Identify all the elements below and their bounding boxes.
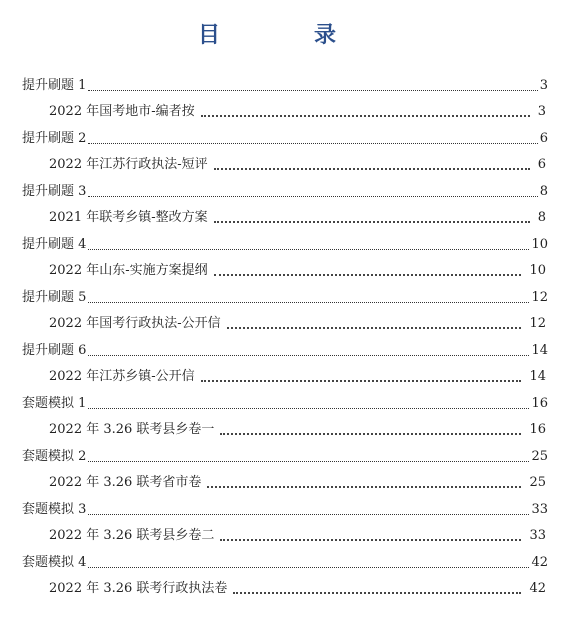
toc-entry-label: 提升刷题 4 — [22, 237, 87, 252]
toc-entry-subsection[interactable] — [49, 104, 546, 120]
dot-leader — [88, 248, 529, 250]
toc-entry-subsection[interactable] — [49, 369, 546, 385]
toc-page-number: 33 — [529, 528, 546, 543]
toc-entry-section[interactable] — [22, 237, 548, 253]
toc-entry-subsection[interactable] — [49, 157, 546, 173]
page-title: 目 录 — [197, 23, 372, 48]
toc-entry-label: 2022 年国考行政执法-公开信 — [49, 316, 221, 331]
toc-entry-label: 套题模拟 4 — [22, 555, 87, 570]
toc-page-number: 12 — [531, 290, 548, 305]
toc-entry-section[interactable] — [22, 343, 548, 359]
dot-leader — [214, 273, 522, 276]
toc-page-number: 16 — [531, 396, 548, 411]
dot-leader — [88, 142, 537, 144]
toc-entry-subsection[interactable] — [49, 475, 546, 491]
toc-page-number: 14 — [529, 369, 546, 384]
toc-entry-label: 提升刷题 5 — [22, 290, 87, 305]
toc-entry-label: 2022 年国考地市-编者按 — [49, 104, 195, 119]
toc-entry-subsection[interactable] — [49, 581, 546, 597]
dot-leader — [88, 195, 537, 197]
toc-entry-subsection[interactable] — [49, 422, 546, 438]
toc-page-number: 25 — [529, 475, 546, 490]
dot-leader — [233, 591, 521, 594]
toc-entry-subsection[interactable] — [49, 528, 546, 544]
toc-entry-label: 提升刷题 3 — [22, 184, 87, 199]
toc-entry-label: 2022 年江苏乡镇-公开信 — [49, 369, 195, 384]
toc-page-number: 3 — [537, 104, 546, 119]
dot-leader — [88, 460, 529, 462]
toc-entry-label: 2022 年 3.26 联考县乡卷一 — [49, 422, 215, 437]
toc-entry-section[interactable] — [22, 502, 548, 518]
toc-entry-label: 提升刷题 2 — [22, 131, 87, 146]
toc-entry-section[interactable] — [22, 555, 548, 571]
dot-leader — [88, 89, 537, 91]
toc-page-number: 8 — [537, 210, 546, 225]
toc-page-number: 6 — [537, 157, 546, 172]
toc-entry-label: 2022 年江苏行政执法-短评 — [49, 157, 208, 172]
toc-entry-label: 2022 年 3.26 联考行政执法卷 — [49, 581, 228, 596]
dot-leader — [227, 326, 522, 329]
toc-page-number: 10 — [531, 237, 548, 252]
toc-entry-label: 提升刷题 1 — [22, 78, 87, 93]
dot-leader — [88, 301, 529, 303]
dot-leader — [220, 538, 521, 541]
toc-entry-label: 套题模拟 1 — [22, 396, 87, 411]
toc-entry-label: 提升刷题 6 — [22, 343, 87, 358]
toc-page-number: 33 — [531, 502, 548, 517]
toc-entry-section[interactable] — [22, 396, 548, 412]
toc-entry-label: 2021 年联考乡镇-整改方案 — [49, 210, 208, 225]
toc-entry-section[interactable] — [22, 184, 548, 200]
toc-entry-label: 套题模拟 3 — [22, 502, 87, 517]
toc-page-number: 42 — [531, 555, 548, 570]
dot-leader — [88, 407, 529, 409]
toc-page-number: 12 — [529, 316, 546, 331]
toc-page-number: 10 — [529, 263, 546, 278]
toc-page-number: 8 — [539, 184, 548, 199]
toc-entry-subsection[interactable] — [49, 263, 546, 279]
toc-page-number: 16 — [529, 422, 546, 437]
dot-leader — [214, 167, 530, 170]
toc-entry-label: 2022 年 3.26 联考县乡卷二 — [49, 528, 215, 543]
toc-page-number: 42 — [529, 581, 546, 596]
dot-leader — [220, 432, 521, 435]
toc-entry-section[interactable] — [22, 449, 548, 465]
toc-entry-label: 2022 年 3.26 联考省市卷 — [49, 475, 202, 490]
toc-page-number: 14 — [531, 343, 548, 358]
dot-leader — [207, 485, 521, 488]
dot-leader — [88, 354, 529, 356]
dot-leader — [201, 379, 522, 382]
toc-entry-section[interactable] — [22, 131, 548, 147]
toc-page-number: 25 — [531, 449, 548, 464]
toc-page-number: 6 — [539, 131, 548, 146]
dot-leader — [201, 114, 530, 117]
toc-entry-subsection[interactable] — [49, 316, 546, 332]
toc-entry-subsection[interactable] — [49, 210, 546, 226]
toc-entry-label: 2022 年山东-实施方案提纲 — [49, 263, 208, 278]
toc-entry-section[interactable] — [22, 78, 548, 94]
dot-leader — [88, 513, 529, 515]
toc-entry-label: 套题模拟 2 — [22, 449, 87, 464]
dot-leader — [88, 566, 529, 568]
dot-leader — [214, 220, 530, 223]
toc-entry-section[interactable] — [22, 290, 548, 306]
toc-page-number: 3 — [539, 78, 548, 93]
